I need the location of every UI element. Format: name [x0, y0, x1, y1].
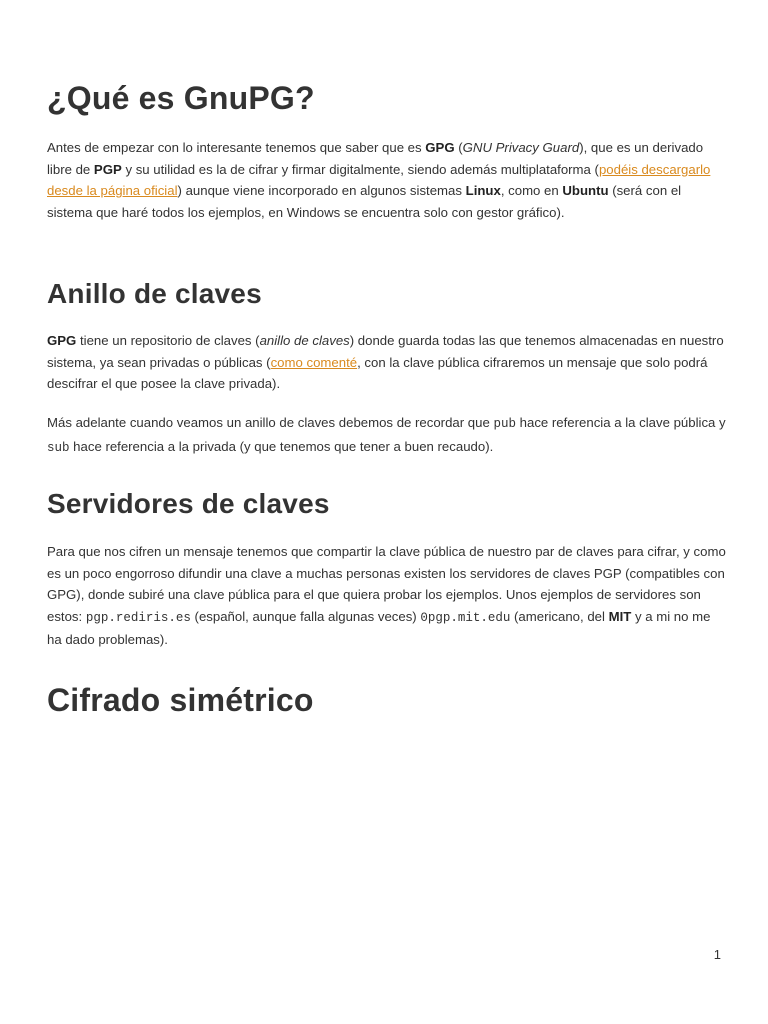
code-server-mit: 0pgp.mit.edu — [420, 610, 511, 625]
italic-anillo: anillo de claves — [259, 333, 350, 348]
text: tiene un repositorio de claves ( — [76, 333, 260, 348]
bold-mit: MIT — [608, 608, 632, 624]
section-title-gnupg: ¿Qué es GnuPG? — [47, 80, 315, 116]
text: y su utilidad es la de cifrar y firmar digitalmente, siendo además multiplataforma ( — [121, 161, 599, 177]
page-number: 1 — [713, 947, 721, 962]
code-pub: pub — [493, 417, 516, 431]
bold-pgp: PGP — [93, 161, 122, 177]
download-link[interactable]: podéis descargarlo desde la página oficial — [47, 161, 711, 198]
text: Antes de empezar con lo interesante tenemos que saber que es — [47, 140, 426, 155]
text: ( — [454, 140, 463, 155]
paragraph-intro — [47, 137, 727, 223]
como-comente-link[interactable]: como comenté — [270, 354, 358, 370]
paragraph-anillo-2 — [47, 412, 727, 459]
code-server-rediris: pgp.rediris.es — [85, 610, 191, 625]
text: ) donde guarda todas las que tenemos almacenadas en nuestro sistema, ya sean privadas o públicas ( — [47, 333, 724, 370]
bold-gpg: GPG — [425, 140, 455, 155]
text: hace referencia a la clave pública y — [515, 415, 726, 430]
bold-gpg: GPG — [47, 333, 77, 348]
section-title-servidores: Servidores de claves — [47, 488, 330, 519]
paragraph-servidores — [47, 541, 727, 651]
text: (americano, del — [510, 608, 609, 624]
text: Para que nos cifren un mensaje tenemos que compartir la clave pública de nuestro par de claves para cifrar, y como es un poco engorroso difundir una clave a muchas personas existen los servidores de claves PGP (compatibles con GPG), donde subiré una clave pública para el que quiera probar los ejemplos. Unos ejemplos de servidores son estos: — [47, 544, 726, 624]
text: ) aunque viene incorporado en algunos sistemas — [177, 183, 466, 198]
section-title-anillo: Anillo de claves — [47, 278, 262, 309]
bold-linux: Linux — [465, 183, 501, 198]
text: , con la clave pública cifraremos un mensaje que solo podrá descifrar el que posee la clave privada). — [47, 354, 708, 391]
text: ), que es un derivado libre de — [47, 140, 704, 177]
bold-ubuntu: Ubuntu — [562, 183, 609, 198]
text: (español, aunque falla algunas veces) — [190, 608, 421, 624]
text: hace referencia a la privada (y que tenemos que tener a buen recaudo). — [69, 438, 494, 454]
text: Más adelante cuando veamos un anillo de claves debemos de recordar que — [47, 415, 494, 430]
paragraph-anillo-1 — [47, 330, 727, 395]
section-title-cifrado: Cifrado simétrico — [47, 682, 314, 718]
text: , como en — [500, 183, 563, 198]
text: (será con el sistema que haré todos los ejemplos, en Windows se encuentra solo con gestor gráfico). — [47, 183, 682, 220]
text: y a mi no me ha dado problemas). — [47, 608, 711, 647]
italic-gnu-privacy-guard: GNU Privacy Guard — [462, 140, 580, 155]
code-sub: sub — [47, 440, 70, 455]
